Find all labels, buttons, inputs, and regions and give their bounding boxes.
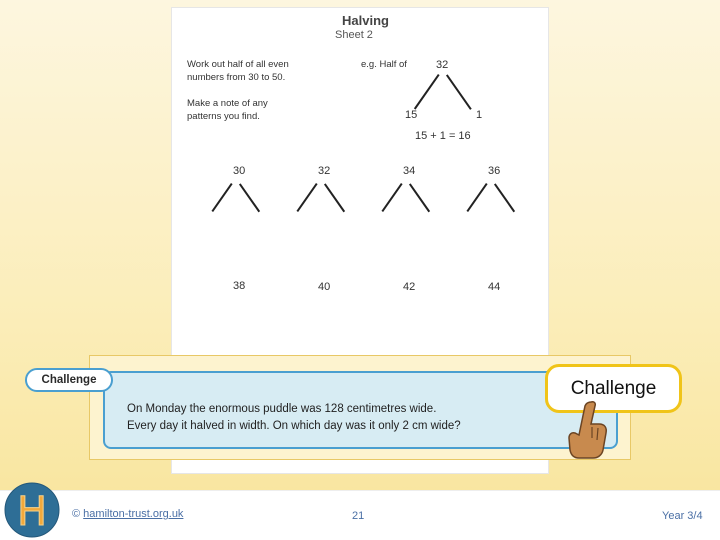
example-number: 32: [436, 59, 449, 71]
example-branch-left: [414, 74, 439, 109]
example-left: 15: [405, 109, 418, 121]
copyright: [72, 508, 183, 520]
challenge-line-2: Every day it halved in width. On which day was it only 2 cm wide?: [127, 420, 461, 432]
challenge-chip: Challenge: [25, 368, 113, 392]
note-text: [187, 97, 268, 123]
challenge-button[interactable]: Challenge: [545, 364, 682, 413]
example-label: e.g. Half of: [361, 59, 407, 70]
row1-number-2: 32: [318, 165, 331, 177]
row1-number-1: 30: [233, 165, 246, 177]
row1-branch-2-left: [297, 183, 318, 212]
note-line-1: Make a note of any: [187, 98, 268, 109]
challenge-text: [127, 401, 547, 435]
row2-number-4: 44: [488, 281, 501, 293]
instruction-line-1: Work out half of all even: [187, 59, 289, 70]
hamilton-logo: [3, 481, 61, 539]
copyright-link[interactable]: hamilton-trust.org.uk: [83, 508, 184, 520]
copyright-symbol: ©: [72, 508, 81, 520]
row1-branch-3-left: [382, 183, 403, 212]
page-number: 21: [352, 510, 365, 522]
row1-number-4: 36: [488, 165, 501, 177]
sheet-subtitle: Sheet 2: [335, 29, 373, 41]
row2-number-3: 42: [403, 281, 416, 293]
row1-branch-4-right: [494, 183, 515, 212]
sheet-title: Halving: [342, 13, 389, 28]
row1-number-3: 34: [403, 165, 416, 177]
example-sum: 15 + 1 = 16: [415, 130, 471, 142]
row2-number-1: 38: [233, 280, 246, 292]
row1-branch-3-right: [409, 183, 430, 212]
row1-branch-2-right: [324, 183, 345, 212]
instruction-line-2: numbers from 30 to 50.: [187, 72, 286, 83]
note-line-2: patterns you find.: [187, 111, 260, 122]
pointing-hand-icon: [565, 400, 611, 460]
logo-letter: H: [16, 489, 48, 535]
instruction-text: [187, 58, 289, 84]
year-label: Year 3/4: [662, 510, 703, 522]
row1-branch-1-right: [239, 183, 260, 212]
row1-branch-1-left: [212, 183, 233, 212]
row2-number-2: 40: [318, 281, 331, 293]
row1-branch-4-left: [467, 183, 488, 212]
challenge-line-1: On Monday the enormous puddle was 128 centimetres wide.: [127, 403, 437, 415]
example-right: 1: [476, 109, 483, 121]
example-branch-right: [446, 74, 471, 109]
